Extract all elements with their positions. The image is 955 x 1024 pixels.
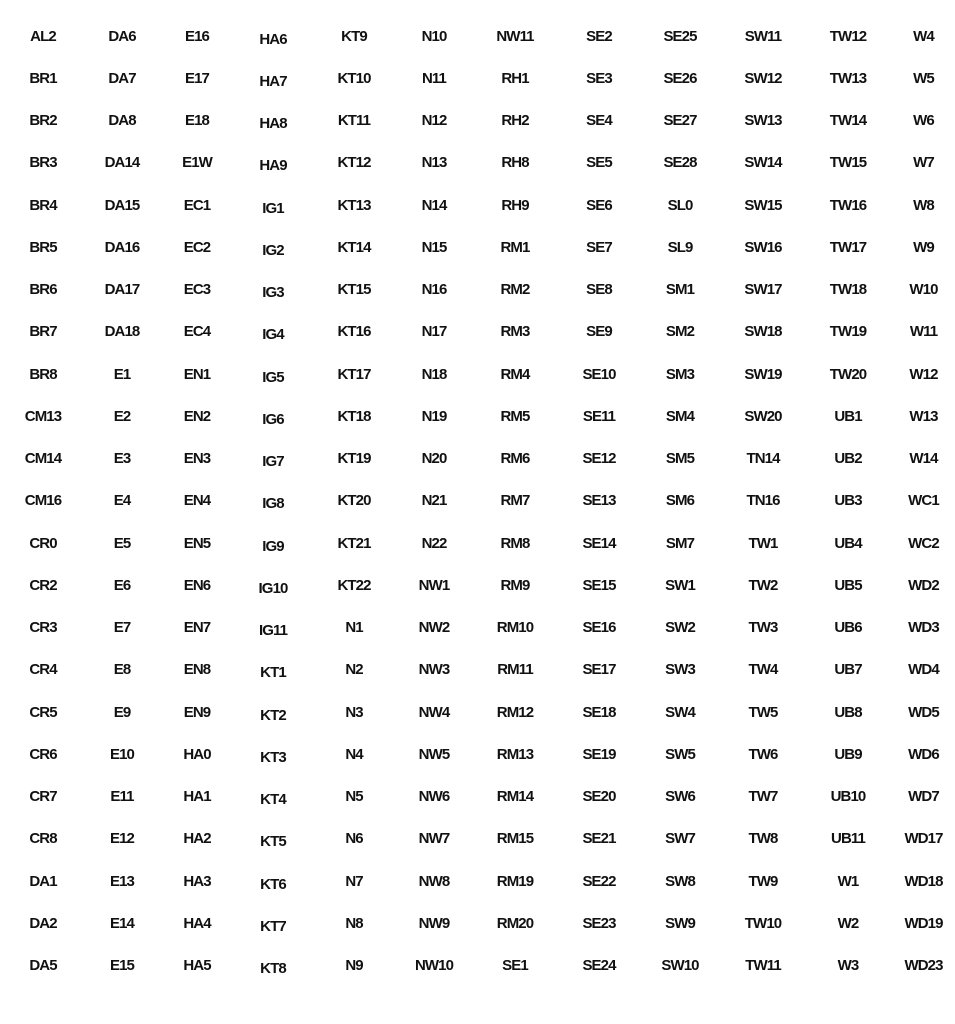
postcode-cell: CR6 — [29, 745, 57, 763]
postcode-column — [0, 15, 86, 987]
postcode-cell: TW19 — [829, 323, 867, 341]
postcode-cell: TW6 — [748, 745, 778, 763]
postcode-cell: KT3 — [260, 748, 286, 766]
postcode-column — [804, 15, 892, 987]
postcode-cell: HA6 — [259, 30, 287, 48]
postcode-cell: TW16 — [829, 196, 867, 214]
postcode-cell: SM6 — [665, 492, 695, 510]
postcode-cell: W2 — [837, 914, 859, 932]
postcode-cell: SE11 — [582, 407, 616, 425]
postcode-cell: SW3 — [665, 661, 695, 679]
postcode-cell: W8 — [913, 196, 934, 214]
postcode-cell: CR2 — [29, 576, 57, 594]
postcode-cell: KT1 — [260, 664, 286, 682]
postcode-cell: W12 — [909, 365, 938, 383]
postcode-cell: N18 — [421, 365, 447, 383]
postcode-cell: WD7 — [908, 788, 939, 806]
postcode-cell: CR3 — [29, 619, 57, 637]
postcode-column — [638, 15, 722, 987]
postcode-cell: RM10 — [496, 619, 534, 637]
postcode-cell: E3 — [113, 450, 131, 468]
postcode-cell: RH2 — [501, 112, 529, 130]
postcode-cell: RM4 — [500, 365, 530, 383]
postcode-cell: KT2 — [260, 706, 286, 724]
postcode-cell: SW14 — [744, 154, 782, 172]
postcode-cell: EN3 — [183, 450, 211, 468]
postcode-cell: W4 — [913, 27, 934, 45]
postcode-cell: IG5 — [262, 368, 284, 386]
postcode-cell: TW15 — [829, 154, 867, 172]
postcode-column — [236, 15, 310, 987]
postcode-cell: CM13 — [24, 407, 62, 425]
postcode-cell: KT13 — [337, 196, 371, 214]
postcode-cell: EN6 — [183, 576, 211, 594]
postcode-cell: NW5 — [418, 745, 450, 763]
postcode-cell: WD3 — [908, 619, 939, 637]
postcode-cell: SE17 — [582, 661, 616, 679]
postcode-cell: BR1 — [29, 69, 57, 87]
postcode-cell: UB9 — [834, 745, 862, 763]
postcode-cell: AL2 — [30, 27, 56, 45]
postcode-cell: E1 — [113, 365, 131, 383]
postcode-cell: N1 — [345, 619, 363, 637]
postcode-cell: CM16 — [24, 492, 62, 510]
postcode-cell: HA7 — [259, 72, 287, 90]
postcode-cell: IG6 — [262, 410, 284, 428]
postcode-cell: SE20 — [582, 788, 616, 806]
postcode-cell: N5 — [345, 788, 363, 806]
postcode-cell: EC3 — [183, 281, 211, 299]
postcode-cell: DA2 — [29, 914, 57, 932]
postcode-cell: N15 — [421, 238, 447, 256]
postcode-cell: SE26 — [663, 69, 697, 87]
postcode-cell: KT19 — [337, 450, 371, 468]
postcode-cell: N4 — [345, 745, 363, 763]
postcode-cell: EN5 — [183, 534, 211, 552]
postcode-cell: WD19 — [904, 914, 943, 932]
postcode-cell: E6 — [113, 576, 131, 594]
postcode-cell: RM1 — [500, 238, 530, 256]
postcode-cell: EC4 — [183, 323, 211, 341]
postcode-cell: UB1 — [834, 407, 862, 425]
postcode-cell: TW10 — [744, 914, 782, 932]
postcode-cell: SW6 — [665, 788, 695, 806]
postcode-cell: W7 — [913, 154, 934, 172]
postcode-cell: NW8 — [418, 872, 450, 890]
postcode-cell: W3 — [837, 957, 859, 975]
postcode-cell: KT9 — [341, 27, 367, 45]
postcode-cell: BR5 — [29, 238, 57, 256]
postcode-cell: SW12 — [744, 69, 782, 87]
postcode-cell: N11 — [422, 69, 446, 87]
postcode-cell: SE22 — [582, 872, 616, 890]
postcode-cell: HA5 — [183, 957, 211, 975]
postcode-column — [86, 15, 158, 987]
postcode-column — [470, 15, 560, 987]
postcode-cell: TN14 — [746, 450, 780, 468]
postcode-cell: HA8 — [259, 115, 287, 133]
postcode-cell: SW2 — [665, 619, 695, 637]
postcode-cell: RM8 — [500, 534, 530, 552]
postcode-cell: RM13 — [496, 745, 534, 763]
postcode-cell: TW4 — [748, 661, 778, 679]
postcode-cell: WD5 — [908, 703, 939, 721]
postcode-cell: UB5 — [834, 576, 862, 594]
postcode-cell: BR2 — [29, 112, 57, 130]
postcode-cell: UB11 — [831, 830, 865, 848]
postcode-cell: DA14 — [104, 154, 140, 172]
postcode-cell: KT11 — [337, 112, 371, 130]
postcode-cell: SE10 — [582, 365, 616, 383]
postcode-cell: UB2 — [834, 450, 862, 468]
postcode-column — [560, 15, 638, 987]
postcode-cell: N3 — [345, 703, 363, 721]
postcode-cell: SL0 — [667, 196, 693, 214]
postcode-cell: IG1 — [262, 199, 284, 217]
postcode-cell: TW1 — [748, 534, 778, 552]
postcode-cell: NW2 — [418, 619, 450, 637]
postcode-cell: EC2 — [183, 238, 211, 256]
postcode-cell: DA17 — [104, 281, 140, 299]
postcode-cell: N13 — [421, 154, 447, 172]
postcode-cell: IG7 — [262, 453, 284, 471]
postcode-cell: RM3 — [500, 323, 530, 341]
postcode-cell: TW9 — [748, 872, 778, 890]
postcode-cell: SL9 — [667, 238, 693, 256]
postcode-cell: DA6 — [108, 27, 136, 45]
postcode-column — [722, 15, 804, 987]
postcode-cell: KT10 — [337, 69, 371, 87]
postcode-cell: KT22 — [337, 576, 371, 594]
postcode-cell: TW5 — [748, 703, 778, 721]
postcode-cell: SM4 — [665, 407, 695, 425]
postcode-cell: N20 — [421, 450, 447, 468]
postcode-cell: E12 — [110, 830, 134, 848]
postcode-cell: NW10 — [414, 957, 454, 975]
postcode-cell: N9 — [345, 957, 363, 975]
postcode-cell: CR8 — [29, 830, 57, 848]
postcode-cell: E17 — [185, 69, 209, 87]
postcode-cell: SW18 — [744, 323, 782, 341]
postcode-cell: TW3 — [748, 619, 778, 637]
postcode-cell: SE27 — [663, 112, 697, 130]
postcode-cell: NW7 — [418, 830, 450, 848]
postcode-cell: KT16 — [337, 323, 371, 341]
postcode-cell: N14 — [421, 196, 447, 214]
postcode-cell: SE28 — [663, 154, 697, 172]
postcode-cell: KT21 — [337, 534, 371, 552]
postcode-cell: W5 — [913, 69, 934, 87]
postcode-cell: SE23 — [582, 914, 616, 932]
postcode-cell: SW1 — [665, 576, 695, 594]
postcode-cell: DA15 — [104, 196, 140, 214]
postcode-cell: RM9 — [500, 576, 530, 594]
postcode-column — [158, 15, 236, 987]
postcode-cell: TW18 — [829, 281, 867, 299]
postcode-cell: SE5 — [586, 154, 612, 172]
postcode-cell: DA18 — [104, 323, 140, 341]
postcode-cell: W14 — [909, 450, 938, 468]
postcode-cell: RM7 — [500, 492, 530, 510]
postcode-cell: BR3 — [29, 154, 57, 172]
postcode-cell: EN9 — [183, 703, 211, 721]
postcode-cell: WD17 — [904, 830, 943, 848]
postcode-cell: TN16 — [746, 492, 780, 510]
postcode-cell: WD2 — [908, 576, 939, 594]
postcode-cell: RH1 — [501, 69, 529, 87]
postcode-cell: WC1 — [908, 492, 939, 510]
postcode-cell: E11 — [110, 788, 134, 806]
postcode-cell: KT12 — [337, 154, 371, 172]
postcode-cell: SE8 — [586, 281, 612, 299]
postcode-cell: BR6 — [29, 281, 57, 299]
postcode-cell: HA3 — [183, 872, 211, 890]
postcode-cell: KT5 — [260, 833, 286, 851]
postcode-cell: SM5 — [665, 450, 695, 468]
postcode-cell: N16 — [421, 281, 447, 299]
postcode-cell: RM5 — [500, 407, 530, 425]
postcode-cell: W11 — [909, 323, 938, 341]
postcode-cell: SM1 — [665, 281, 695, 299]
postcode-grid — [0, 15, 955, 987]
postcode-cell: HA0 — [183, 745, 211, 763]
postcode-cell: BR8 — [29, 365, 57, 383]
postcode-cell: IG8 — [262, 495, 284, 513]
postcode-cell: KT4 — [260, 791, 286, 809]
postcode-cell: SE18 — [582, 703, 616, 721]
postcode-cell: KT7 — [260, 917, 286, 935]
postcode-cell: N22 — [421, 534, 447, 552]
postcode-cell: SE19 — [582, 745, 616, 763]
postcode-cell: SE12 — [582, 450, 616, 468]
postcode-cell: N17 — [421, 323, 447, 341]
postcode-cell: BR7 — [29, 323, 57, 341]
postcode-cell: KT17 — [337, 365, 371, 383]
postcode-cell: DA7 — [108, 69, 136, 87]
postcode-cell: N10 — [421, 27, 447, 45]
postcode-cell: SM3 — [665, 365, 695, 383]
postcode-cell: W10 — [909, 281, 938, 299]
postcode-cell: SE16 — [582, 619, 616, 637]
postcode-cell: WC2 — [908, 534, 939, 552]
postcode-column — [310, 15, 398, 987]
postcode-cell: TW12 — [829, 27, 867, 45]
postcode-cell: E14 — [110, 914, 134, 932]
postcode-cell: SE2 — [586, 27, 612, 45]
postcode-cell: HA4 — [183, 914, 211, 932]
postcode-cell: KT6 — [260, 875, 286, 893]
postcode-cell: UB6 — [834, 619, 862, 637]
postcode-cell: N12 — [421, 112, 447, 130]
postcode-cell: SW10 — [661, 957, 699, 975]
postcode-cell: UB8 — [834, 703, 862, 721]
postcode-cell: SE24 — [582, 957, 616, 975]
postcode-cell: TW7 — [748, 788, 778, 806]
postcode-cell: WD4 — [908, 661, 939, 679]
postcode-cell: TW8 — [748, 830, 778, 848]
postcode-cell: SW8 — [665, 872, 695, 890]
postcode-cell: RM11 — [497, 661, 533, 679]
postcode-cell: EN4 — [183, 492, 211, 510]
postcode-cell: E13 — [110, 872, 134, 890]
postcode-cell: RM15 — [496, 830, 534, 848]
postcode-cell: KT20 — [337, 492, 371, 510]
postcode-cell: TW17 — [829, 238, 867, 256]
postcode-cell: TW2 — [748, 576, 778, 594]
postcode-cell: UB4 — [834, 534, 862, 552]
postcode-cell: SE14 — [582, 534, 616, 552]
postcode-cell: SE4 — [586, 112, 612, 130]
postcode-cell: SE9 — [586, 323, 612, 341]
postcode-cell: E2 — [113, 407, 131, 425]
postcode-cell: RM20 — [496, 914, 534, 932]
postcode-cell: E16 — [185, 27, 209, 45]
postcode-cell: UB7 — [834, 661, 862, 679]
postcode-cell: KT14 — [337, 238, 371, 256]
postcode-column — [398, 15, 470, 987]
postcode-cell: E5 — [113, 534, 131, 552]
postcode-cell: HA1 — [183, 788, 211, 806]
postcode-cell: SW7 — [665, 830, 695, 848]
postcode-cell: WD23 — [904, 957, 943, 975]
postcode-cell: TW20 — [829, 365, 867, 383]
postcode-cell: SE21 — [582, 830, 616, 848]
postcode-cell: NW3 — [418, 661, 450, 679]
postcode-cell: EN8 — [183, 661, 211, 679]
postcode-cell: CM14 — [24, 450, 62, 468]
postcode-cell: W9 — [913, 238, 934, 256]
postcode-cell: SW20 — [744, 407, 782, 425]
postcode-cell: IG10 — [258, 579, 288, 597]
postcode-cell: BR4 — [29, 196, 57, 214]
postcode-cell: SM2 — [665, 323, 695, 341]
postcode-cell: EN7 — [183, 619, 211, 637]
postcode-cell: TW13 — [829, 69, 867, 87]
postcode-cell: NW6 — [418, 788, 450, 806]
postcode-cell: CR5 — [29, 703, 57, 721]
postcode-cell: E18 — [185, 112, 209, 130]
postcode-cell: KT15 — [337, 281, 371, 299]
postcode-cell: IG11 — [258, 622, 288, 640]
postcode-cell: DA8 — [108, 112, 136, 130]
postcode-cell: N19 — [421, 407, 447, 425]
postcode-cell: SE13 — [582, 492, 616, 510]
postcode-cell: SM7 — [665, 534, 695, 552]
postcode-cell: RM19 — [496, 872, 534, 890]
postcode-cell: WD18 — [904, 872, 943, 890]
postcode-cell: RH9 — [501, 196, 529, 214]
postcode-cell: NW4 — [418, 703, 450, 721]
postcode-cell: SW16 — [744, 238, 782, 256]
postcode-cell: IG3 — [262, 284, 284, 302]
postcode-cell: CR4 — [29, 661, 57, 679]
postcode-cell: UB10 — [830, 788, 866, 806]
postcode-cell: N2 — [345, 661, 363, 679]
postcode-cell: W13 — [909, 407, 938, 425]
postcode-cell: KT8 — [260, 960, 286, 978]
postcode-cell: SE7 — [586, 238, 612, 256]
postcode-cell: RM6 — [500, 450, 530, 468]
postcode-cell: SE3 — [586, 69, 612, 87]
postcode-cell: IG4 — [262, 326, 284, 344]
postcode-cell: DA1 — [29, 872, 57, 890]
postcode-cell: SE15 — [582, 576, 616, 594]
postcode-cell: NW11 — [496, 27, 534, 45]
postcode-cell: E15 — [110, 957, 134, 975]
postcode-cell: SW5 — [665, 745, 695, 763]
postcode-cell: E8 — [113, 661, 131, 679]
postcode-cell: SW4 — [665, 703, 695, 721]
postcode-cell: CR7 — [29, 788, 57, 806]
postcode-cell: EN2 — [183, 407, 211, 425]
postcode-cell: SE1 — [502, 957, 528, 975]
postcode-cell: SW11 — [744, 27, 782, 45]
postcode-cell: E9 — [113, 703, 131, 721]
postcode-cell: N7 — [345, 872, 363, 890]
postcode-cell: EC1 — [183, 196, 211, 214]
postcode-cell: SW15 — [744, 196, 782, 214]
postcode-cell: N21 — [421, 492, 447, 510]
postcode-cell: E10 — [110, 745, 134, 763]
postcode-cell: HA2 — [183, 830, 211, 848]
postcode-cell: NW9 — [418, 914, 450, 932]
postcode-cell: W6 — [913, 112, 934, 130]
postcode-cell: E4 — [113, 492, 131, 510]
postcode-cell: RH8 — [501, 154, 529, 172]
postcode-cell: SW19 — [744, 365, 782, 383]
postcode-cell: IG2 — [262, 241, 284, 259]
postcode-cell: SE25 — [663, 27, 697, 45]
postcode-cell: E7 — [113, 619, 131, 637]
postcode-cell: DA5 — [29, 957, 57, 975]
postcode-cell: RM12 — [496, 703, 534, 721]
postcode-cell: N6 — [345, 830, 363, 848]
postcode-cell: N8 — [345, 914, 363, 932]
postcode-cell: W1 — [837, 872, 859, 890]
postcode-cell: TW11 — [745, 957, 781, 975]
postcode-cell: UB3 — [834, 492, 862, 510]
postcode-cell: KT18 — [337, 407, 371, 425]
postcode-column — [892, 15, 955, 987]
postcode-cell: RM14 — [496, 788, 534, 806]
postcode-cell: RM2 — [500, 281, 530, 299]
postcode-cell: TW14 — [829, 112, 867, 130]
postcode-cell: DA16 — [104, 238, 140, 256]
postcode-cell: EN1 — [183, 365, 211, 383]
postcode-cell: WD6 — [908, 745, 939, 763]
postcode-cell: SW17 — [744, 281, 782, 299]
postcode-cell: CR0 — [29, 534, 57, 552]
postcode-cell: SW9 — [665, 914, 695, 932]
postcode-cell: SW13 — [744, 112, 782, 130]
postcode-cell: SE6 — [586, 196, 612, 214]
postcode-cell: E1W — [182, 154, 212, 172]
postcode-cell: IG9 — [262, 537, 284, 555]
postcode-cell: NW1 — [418, 576, 450, 594]
postcode-cell: HA9 — [259, 157, 287, 175]
